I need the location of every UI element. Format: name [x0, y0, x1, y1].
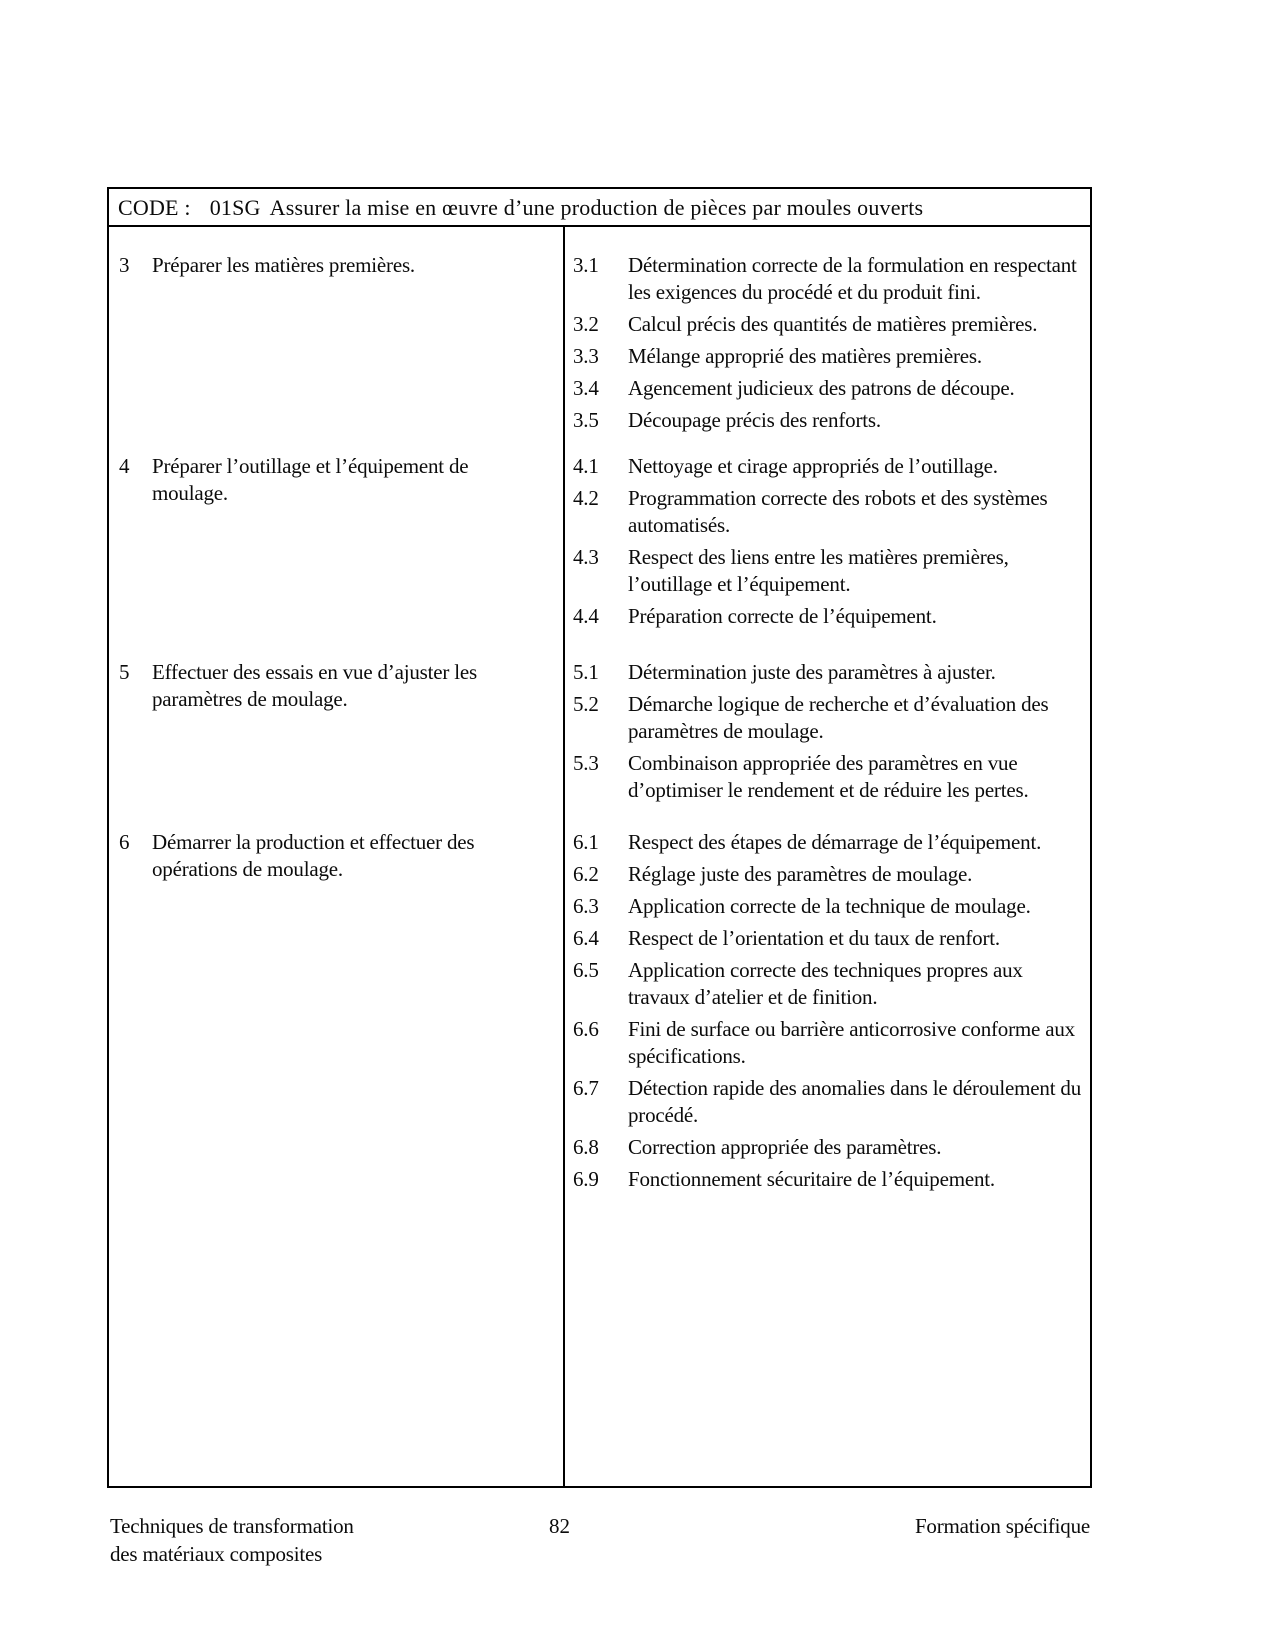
- criterion-item: [573, 1134, 1086, 1161]
- criterion-number: 6.5: [573, 958, 599, 982]
- criterion-text: Découpage précis des renforts.: [628, 408, 881, 432]
- criterion-item: [573, 1016, 1086, 1070]
- criterion-number: 4.1: [573, 454, 599, 478]
- table-row: [109, 227, 1090, 434]
- competency-table: [107, 187, 1092, 1488]
- criterion-item: [573, 893, 1086, 920]
- criterion-text: Respect de l’orientation et du taux de renfort.: [628, 926, 1000, 950]
- criterion-text: Détermination juste des paramètres à ajuster.: [628, 660, 996, 684]
- table-row: [109, 804, 1090, 1486]
- criteria-cell: [565, 227, 1090, 434]
- criterion-number: 3.3: [573, 344, 599, 368]
- objective-text: Préparer l’outillage et l’équipement de moulage.: [152, 454, 469, 505]
- criterion-item: [573, 829, 1086, 856]
- criteria-cell: [565, 630, 1090, 804]
- table-title: Assurer la mise en œuvre d’une production de pièces par moules ouverts: [269, 195, 924, 220]
- criterion-item: [573, 311, 1086, 338]
- table-header-row: [109, 189, 1090, 227]
- objective-text: Démarrer la production et effectuer des opérations de moulage.: [152, 830, 475, 881]
- criterion-number: 5.3: [573, 751, 599, 775]
- footer-document-title: [110, 1512, 354, 1568]
- criterion-number: 6.1: [573, 830, 599, 854]
- criterion-text: Préparation correcte de l’équipement.: [628, 604, 937, 628]
- objective-number: 5: [119, 660, 130, 684]
- objective-cell: [109, 804, 565, 1486]
- criterion-number: 5.1: [573, 660, 599, 684]
- objective-number: 6: [119, 830, 130, 854]
- criterion-item: [573, 691, 1086, 745]
- criterion-number: 4.2: [573, 486, 599, 510]
- criterion-number: 6.4: [573, 926, 599, 950]
- table-row: [109, 630, 1090, 804]
- criterion-text: Calcul précis des quantités de matières premières.: [628, 312, 1038, 336]
- criterion-text: Fonctionnement sécuritaire de l’équipement.: [628, 1167, 995, 1191]
- criterion-item: [573, 544, 1086, 598]
- criterion-text: Fini de surface ou barrière anticorrosive conforme aux spécifications.: [628, 1017, 1075, 1068]
- criterion-item: [573, 1166, 1086, 1193]
- objective-cell: [109, 227, 565, 434]
- criterion-text: Détection rapide des anomalies dans le déroulement du procédé.: [628, 1076, 1081, 1127]
- objective-text: Effectuer des essais en vue d’ajuster les paramètres de moulage.: [152, 660, 477, 711]
- criterion-text: Respect des étapes de démarrage de l’équipement.: [628, 830, 1042, 854]
- criterion-text: Mélange approprié des matières premières.: [628, 344, 982, 368]
- criterion-number: 6.8: [573, 1135, 599, 1159]
- criteria-cell: [565, 804, 1090, 1486]
- criterion-item: [573, 957, 1086, 1011]
- criterion-item: [573, 453, 1086, 480]
- criterion-number: 4.3: [573, 545, 599, 569]
- criterion-number: 6.7: [573, 1076, 599, 1100]
- criterion-item: [573, 925, 1086, 952]
- criterion-text: Respect des liens entre les matières premières, l’outillage et l’équipement.: [628, 545, 1009, 596]
- criterion-item: [573, 407, 1086, 434]
- criterion-item: [573, 485, 1086, 539]
- objective-text: Préparer les matières premières.: [152, 253, 415, 277]
- criterion-text: Application correcte de la technique de moulage.: [628, 894, 1031, 918]
- criterion-text: Combinaison appropriée des paramètres en vue d’optimiser le rendement et de réduire les pertes.: [628, 751, 1029, 802]
- criterion-number: 3.2: [573, 312, 599, 336]
- criterion-text: Démarche logique de recherche et d’évaluation des paramètres de moulage.: [628, 692, 1049, 743]
- criterion-item: [573, 861, 1086, 888]
- criterion-text: Détermination correcte de la formulation en respectant les exigences du procédé et du produit fini.: [628, 253, 1077, 304]
- criterion-item: [573, 750, 1086, 804]
- criterion-text: Programmation correcte des robots et des systèmes automatisés.: [628, 486, 1048, 537]
- criterion-number: 6.2: [573, 862, 599, 886]
- criterion-text: Agencement judicieux des patrons de découpe.: [628, 376, 1015, 400]
- table-row: [109, 434, 1090, 630]
- criterion-text: Correction appropriée des paramètres.: [628, 1135, 942, 1159]
- table-body: [109, 227, 1090, 1486]
- criterion-number: 3.4: [573, 376, 599, 400]
- criterion-item: [573, 375, 1086, 402]
- criterion-item: [573, 659, 1086, 686]
- objective-number: 4: [119, 454, 130, 478]
- criterion-number: 3.5: [573, 408, 599, 432]
- criterion-number: 6.3: [573, 894, 599, 918]
- criterion-text: Nettoyage et cirage appropriés de l’outillage.: [628, 454, 998, 478]
- criterion-text: Réglage juste des paramètres de moulage.: [628, 862, 973, 886]
- criterion-item: [573, 343, 1086, 370]
- objective-number: 3: [119, 253, 130, 277]
- criterion-text: Application correcte des techniques propres aux travaux d’atelier et de finition.: [628, 958, 1023, 1009]
- objective-cell: [109, 630, 565, 804]
- footer-title-line1: Techniques de transformation: [110, 1514, 354, 1538]
- criterion-number: 3.1: [573, 253, 599, 277]
- criterion-number: 5.2: [573, 692, 599, 716]
- criterion-item: [573, 252, 1086, 306]
- criterion-number: 6.9: [573, 1167, 599, 1191]
- footer-title-line2: des matériaux composites: [110, 1542, 323, 1566]
- criterion-number: 6.6: [573, 1017, 599, 1041]
- criteria-cell: [565, 434, 1090, 630]
- criterion-item: [573, 603, 1086, 630]
- criterion-number: 4.4: [573, 604, 599, 628]
- objective-cell: [109, 434, 565, 630]
- code-value: 01SG: [209, 195, 261, 220]
- code-label: CODE :: [118, 195, 191, 220]
- criterion-item: [573, 1075, 1086, 1129]
- page-number: 82: [549, 1514, 570, 1538]
- footer-section-label: Formation spécifique: [914, 1514, 1090, 1538]
